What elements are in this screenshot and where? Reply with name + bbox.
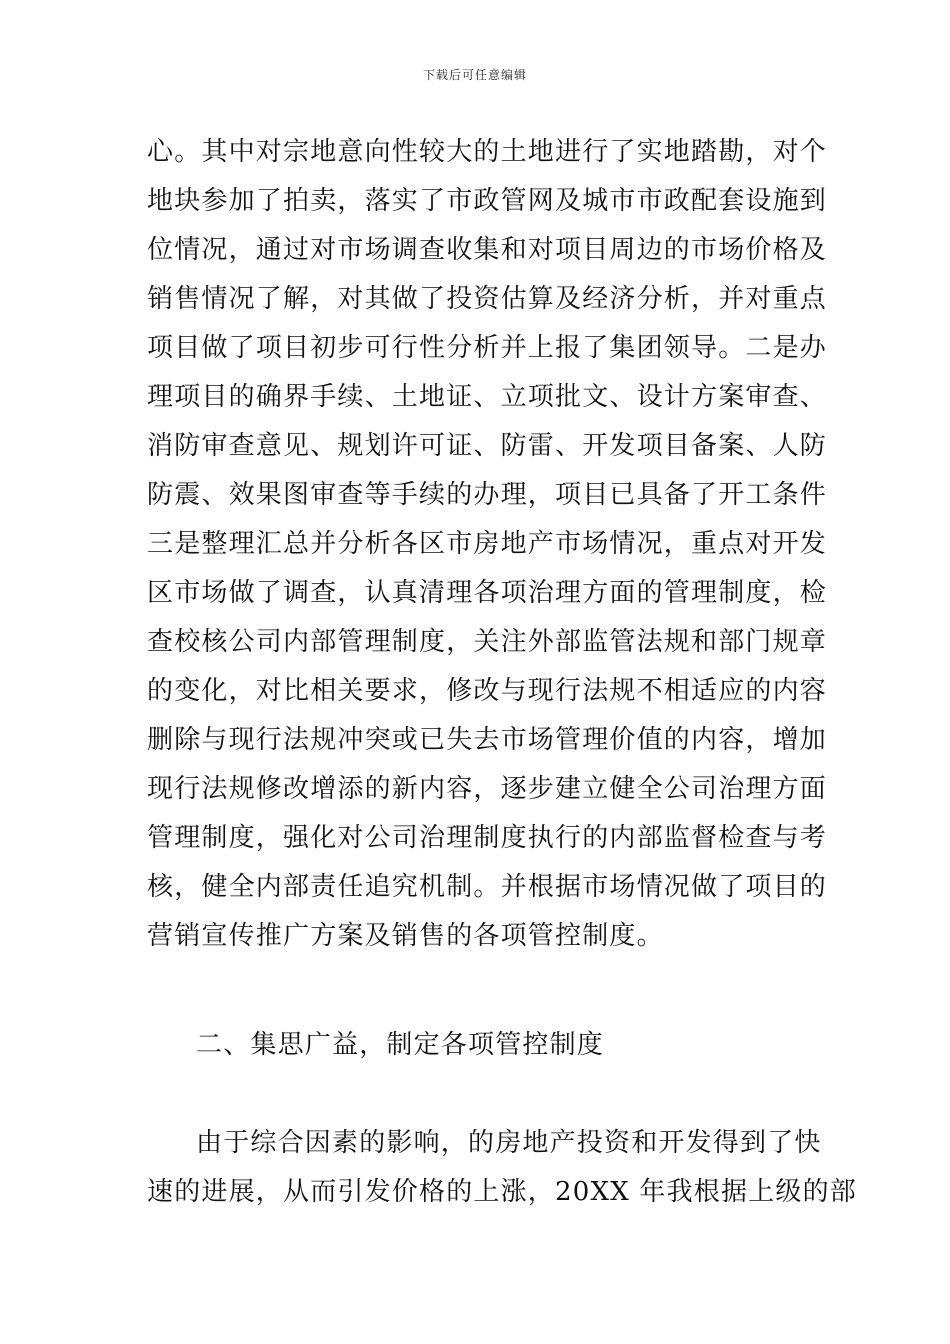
paragraph-line: 核，健全内部责任追究机制。并根据市场情况做了项目的	[147, 872, 828, 902]
paragraph-line: 三是整理汇总并分析各区市房地产市场情况，重点对开发	[147, 529, 828, 559]
paragraph-line: 营销宣传推广方案及销售的各项管控制度。	[147, 921, 664, 951]
paragraph-line: 销售情况了解，对其做了投资估算及经济分析，并对重点	[147, 284, 828, 314]
body-paragraph-1	[147, 128, 828, 961]
paragraph-line: 防震、效果图审查等手续的办理，项目已具备了开工条件	[147, 480, 828, 510]
paragraph-line: 理项目的确界手续、土地证、立项批文、设计方案审查、	[147, 382, 828, 412]
paragraph-line: 区市场做了调查，认真清理各项治理方面的管理制度，检	[147, 578, 828, 608]
body-paragraph-2	[147, 1119, 857, 1217]
paragraph-line: 删除与现行法规冲突或已失去市场管理价值的内容，增加	[147, 725, 828, 755]
paragraph-line: 项目做了项目初步可行性分析并上报了集团领导。二是办	[147, 333, 828, 363]
paragraph-line: 现行法规修改增添的新内容，逐步建立健全公司治理方面	[147, 774, 828, 804]
paragraph-line: 管理制度，强化对公司治理制度执行的内部监督检查与考	[147, 823, 828, 853]
paragraph-line: 速的进展，从而引发价格的上涨，20XX 年我根据上级的部	[147, 1177, 857, 1207]
paragraph-line: 地块参加了拍卖，落实了市政管网及城市市政配套设施到	[147, 186, 828, 216]
paragraph-line: 位情况，通过对市场调查收集和对项目周边的市场价格及	[147, 235, 828, 265]
page-header-note: 下载后可任意编辑	[422, 68, 527, 82]
paragraph-line: 由于综合因素的影响，的房地产投资和开发得到了快	[196, 1128, 822, 1158]
section-heading: 二、集思广益，制定各项管控制度	[196, 1030, 605, 1060]
paragraph-line: 心。其中对宗地意向性较大的土地进行了实地踏勘，对个	[147, 137, 828, 167]
paragraph-line: 的变化，对比相关要求，修改与现行法规不相适应的内容	[147, 676, 828, 706]
paragraph-line: 消防审查意见、规划许可证、防雷、开发项目备案、人防	[147, 431, 828, 461]
paragraph-line: 查校核公司内部管理制度，关注外部监管法规和部门规章	[147, 627, 828, 657]
